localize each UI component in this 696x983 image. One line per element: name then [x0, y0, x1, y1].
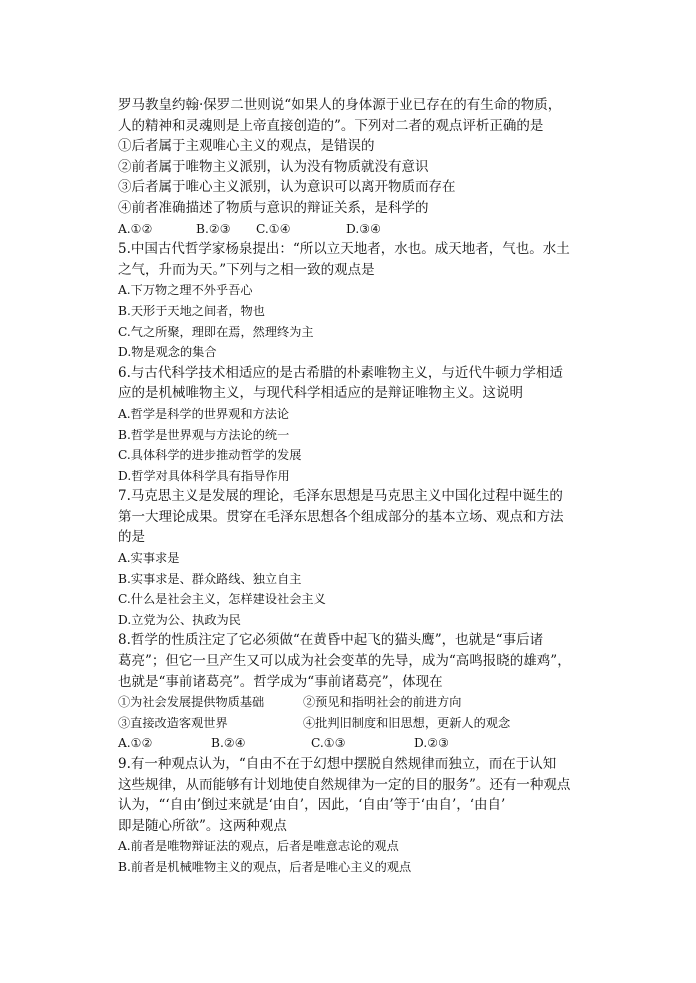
- option-line: D.立党为公、执政为民: [118, 612, 241, 627]
- text-line: 人的精神和灵魂则是上帝直接创造的”。下列对二者的观点评析正确的是: [118, 117, 544, 134]
- option-line: A.下万物之理不外乎吾心: [118, 283, 253, 298]
- option-a: A.①②: [118, 221, 153, 236]
- text-line: 之气，升而为天。”下列与之相一致的观点是: [118, 261, 375, 278]
- q8-item-1: ①为社会发展提供物质基础: [118, 695, 265, 710]
- text-line: 罗马教皇约翰·保罗二世则说“如果人的身体源于业已存在的有生命的物质，: [118, 97, 562, 113]
- q8-items-row-2: [118, 713, 588, 734]
- option-line: A.哲学是科学的世界观和方法论: [118, 406, 290, 421]
- text-line: 7.马克思主义是发展的理论，毛泽东思想是马克思主义中国化过程中诞生的: [118, 488, 563, 505]
- option-line: C.什么是社会主义，怎样建设社会主义: [118, 592, 326, 607]
- text-line: ③后者属于唯心主义派别，认为意识可以离开物质而存在: [118, 179, 456, 196]
- text-line: 这些规律，从而能够有计划地使自然规律为一定的目的服务”。还有一种观点: [118, 776, 571, 793]
- option-line: C.具体科学的进步推动哲学的发展: [118, 448, 302, 463]
- q8-item-4: ④批判旧制度和旧思想，更新人的观念: [303, 715, 511, 730]
- text-line: 也就是“事前诸葛亮”。哲学成为“事前诸葛亮”，体现在: [118, 673, 443, 690]
- option-b: B.②④: [211, 736, 246, 751]
- text-line: 8.哲学的性质注定了它必须做“在黄昏中起飞的猫头鹰”，也就是“事后诸: [118, 632, 544, 649]
- document-page: [118, 95, 588, 878]
- q8-options: [118, 733, 588, 754]
- option-line: B.实事求是、群众路线、独立自主: [118, 571, 302, 586]
- text-line: 即是随心所欲”。这两种观点: [118, 817, 287, 834]
- option-d: D.②③: [414, 736, 450, 751]
- option-line: B.哲学是世界观与方法论的统一: [118, 427, 290, 442]
- text-line: 认为，“‘自由’倒过来就是‘由自’，因此，‘自由’等于‘由自’，‘由自’: [118, 797, 506, 814]
- text-line: ①后者属于主观唯心主义的观点，是错误的: [118, 138, 375, 155]
- option-line: D.物是观念的集合: [118, 345, 217, 360]
- q8-item-3: ③直接改造客观世界: [118, 715, 228, 730]
- option-c: C.①③: [311, 736, 346, 751]
- option-line: B.前者是机械唯物主义的观点，后者是唯心主义的观点: [118, 859, 412, 874]
- text-line: ②前者属于唯物主义派别，认为没有物质就没有意识: [118, 158, 429, 175]
- text-line: ④前者准确描述了物质与意识的辩证关系，是科学的: [118, 199, 429, 216]
- option-line: C.气之所聚，理即在焉，然理终为主: [118, 324, 314, 339]
- option-a: A.①②: [118, 736, 153, 751]
- option-line: A.前者是唯物辩证法的观点，后者是唯意志论的观点: [118, 839, 399, 854]
- option-c: C.①④: [256, 221, 291, 236]
- option-d: D.③④: [346, 221, 382, 236]
- text-line: 葛亮”；但它一旦产生又可以成为社会变革的先导，成为“高鸣报晓的雄鸡”，: [118, 653, 571, 670]
- q8-item-2: ②预见和指明社会的前进方向: [303, 695, 462, 710]
- option-line: A.实事求是: [118, 551, 180, 566]
- q8-items-row-1: [118, 692, 588, 713]
- option-line: B.天形于天地之间者，物也: [118, 303, 265, 318]
- text-line: 9.有一种观点认为，“自由不在于幻想中摆脱自然规律而独立，而在于认知: [118, 756, 557, 772]
- text-line: 的是: [118, 529, 145, 546]
- text-line: 6.与古代科学技术相适应的是古希腊的朴素唯物主义，与近代牛顿力学相适: [118, 364, 563, 381]
- text-line: 第一大理论成果。贯穿在毛泽东思想各个组成部分的基本立场、观点和方法: [118, 508, 564, 525]
- q4-options: [118, 219, 588, 240]
- option-b: B.②③: [196, 221, 231, 236]
- option-line: D.哲学对具体科学具有指导作用: [118, 468, 290, 483]
- text-line: 5.中国古代哲学家杨泉提出：“所以立天地者，水也。成天地者，气也。水土: [118, 241, 570, 258]
- text-line: 应的是机械唯物主义，与现代科学相适应的是辩证唯物主义。这说明: [118, 385, 523, 402]
